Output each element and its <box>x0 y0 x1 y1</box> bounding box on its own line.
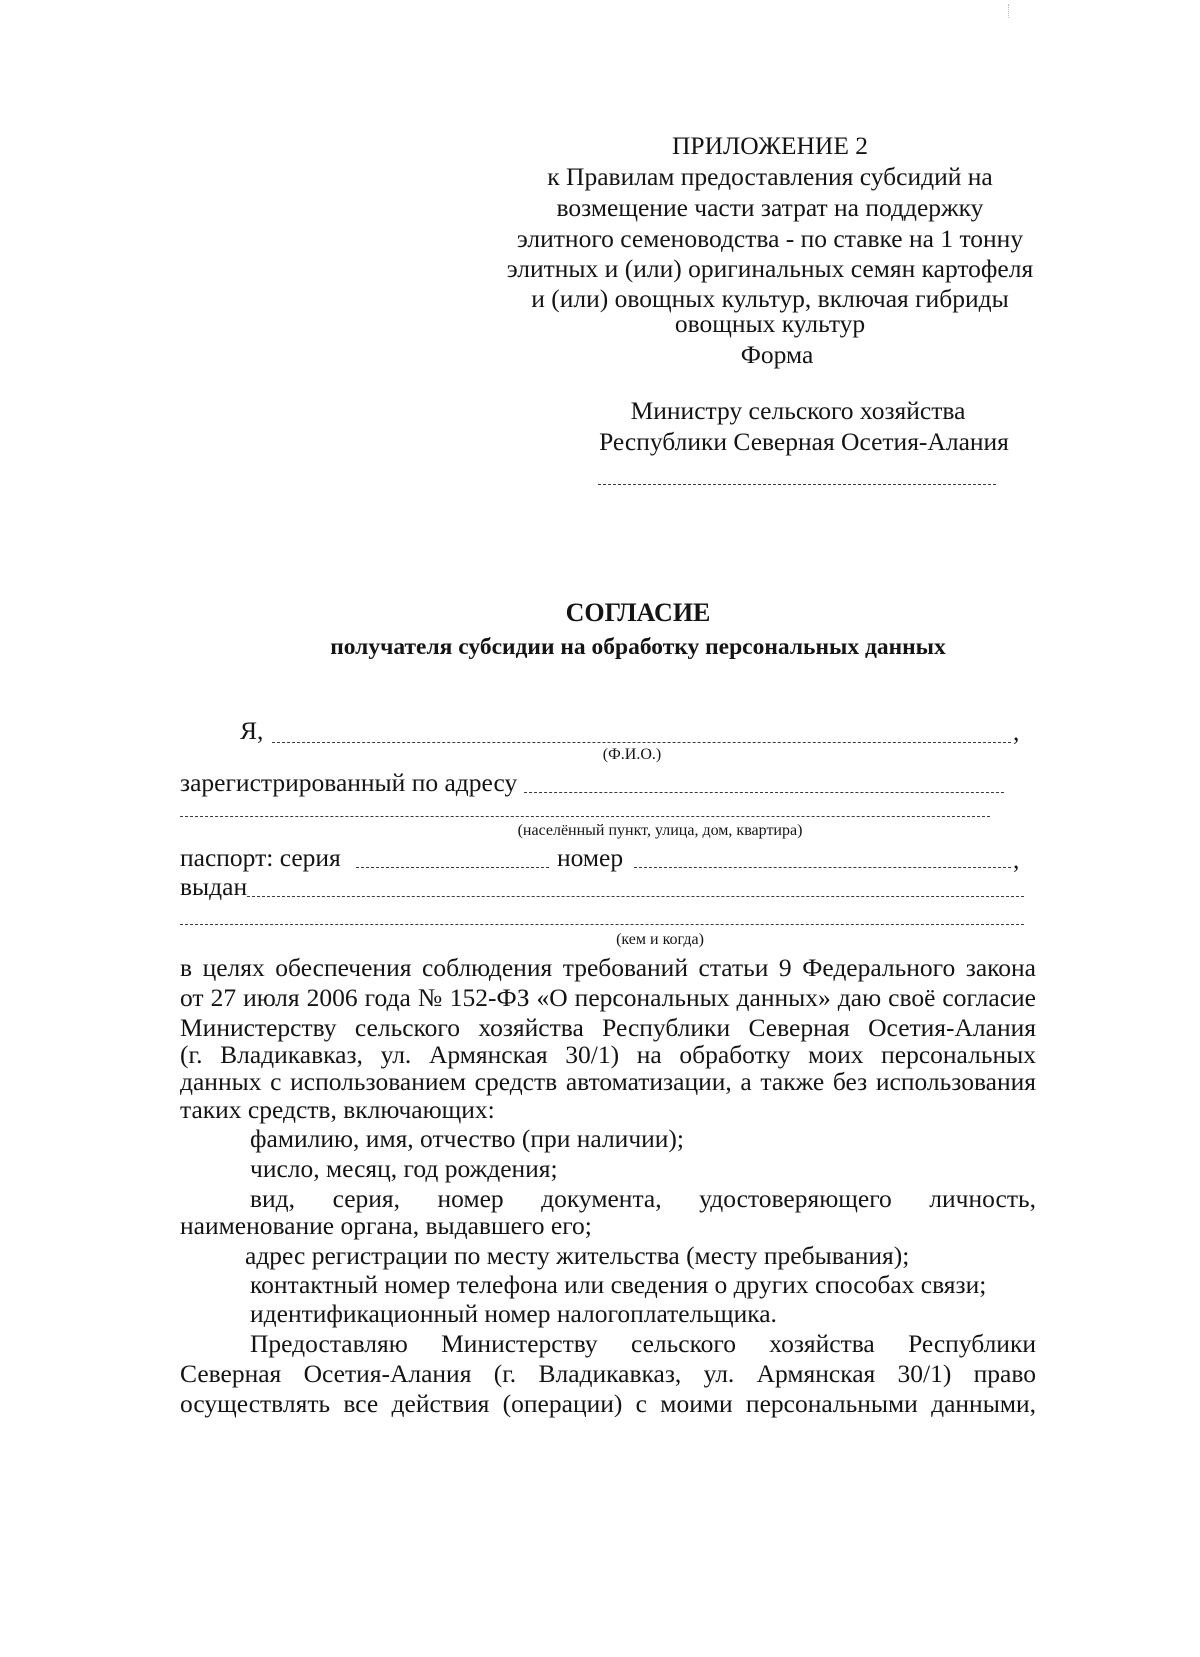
appendix-line: овощных культур <box>674 309 866 338</box>
list-item: адрес регистрации по месту жительства (месту пребывания); <box>245 1241 910 1270</box>
addressee-line: Республики Северная Осетия-Алания <box>599 427 1009 456</box>
body-line: в целях обеспечения соблюдения требований статьи 9 Федерального закона <box>180 953 1036 982</box>
address-line <box>524 792 1004 793</box>
list-item-continued: наименование органа, выдавшего его; <box>180 1211 592 1240</box>
body-line: (г. Владикавказ, ул. Армянская 30/1) на обработку моих персональных <box>180 1040 1036 1069</box>
fio-hint: (Ф.И.О.) <box>602 746 662 763</box>
list-item: число, месяц, год рождения; <box>250 1154 558 1183</box>
body-line: Северная Осетия-Алания (г. Владикавказ, ул. Армянская 30/1) право <box>180 1359 1036 1388</box>
appendix-title: ПРИЛОЖЕНИЕ 2 <box>671 131 869 160</box>
addressee-line: Министру сельского хозяйства <box>630 396 966 425</box>
issued-label: выдан <box>180 872 248 901</box>
passport-end-comma: , <box>1013 845 1020 874</box>
issued-line-2 <box>180 924 1024 925</box>
address-hint: (населённый пункт, улица, дом, квартира) <box>517 822 803 839</box>
list-item: вид, серия, номер документа, удостоверяющего личность, <box>250 1184 1036 1213</box>
i-label: Я, <box>240 716 264 745</box>
appendix-line: элитного семеноводства - по ставке на 1 тонну <box>516 224 1024 253</box>
appendix-line: элитных и (или) оригинальных семян картофеля <box>506 254 1034 283</box>
passport-series-line <box>356 867 549 868</box>
appendix-line: и (или) овощных культур, включая гибриды <box>531 284 1009 313</box>
passport-series-label: паспорт: серия <box>180 843 341 872</box>
fio-line <box>272 742 1011 743</box>
address-line-2 <box>180 816 990 817</box>
body-line: осуществлять все действия (операции) с моими персональными данными, <box>180 1389 1036 1418</box>
document-subtitle: получателя субсидии на обработку персональных данных <box>330 634 946 660</box>
passport-number-label: номер <box>557 843 624 872</box>
registered-label: зарегистрированный по адресу <box>180 768 518 797</box>
body-line: таких средств, включающих: <box>180 1095 495 1124</box>
list-item: идентификационный номер налогоплательщика. <box>250 1299 777 1328</box>
addressee-name-line <box>598 484 996 485</box>
body-line: данных с использованием средств автоматизации, а также без использования <box>180 1067 1036 1096</box>
body-line: Предоставляю Министерству сельского хозяйства Республики <box>250 1329 1036 1358</box>
document-title: СОГЛАСИЕ <box>565 598 711 627</box>
form-label: Форма <box>740 340 814 369</box>
list-item: контактный номер телефона или сведения о других способах связи; <box>250 1270 987 1299</box>
body-line: от 27 июля 2006 года № 152-ФЗ «О персональных данных» даю своё согласие <box>180 983 1036 1012</box>
passport-number-line <box>634 867 1011 868</box>
issued-hint: (кем и когда) <box>616 931 704 948</box>
appendix-line: к Правилам предоставления субсидий на <box>547 162 993 191</box>
issued-line <box>247 896 1024 897</box>
body-line: Министерству сельского хозяйства Республики Северная Осетия-Алания <box>180 1013 1036 1042</box>
list-item: фамилию, имя, отчество (при наличии); <box>250 1124 685 1153</box>
appendix-line: возмещение части затрат на поддержку <box>556 193 984 222</box>
fio-end-comma: , <box>1013 717 1020 746</box>
scan-mark <box>1008 4 1010 18</box>
